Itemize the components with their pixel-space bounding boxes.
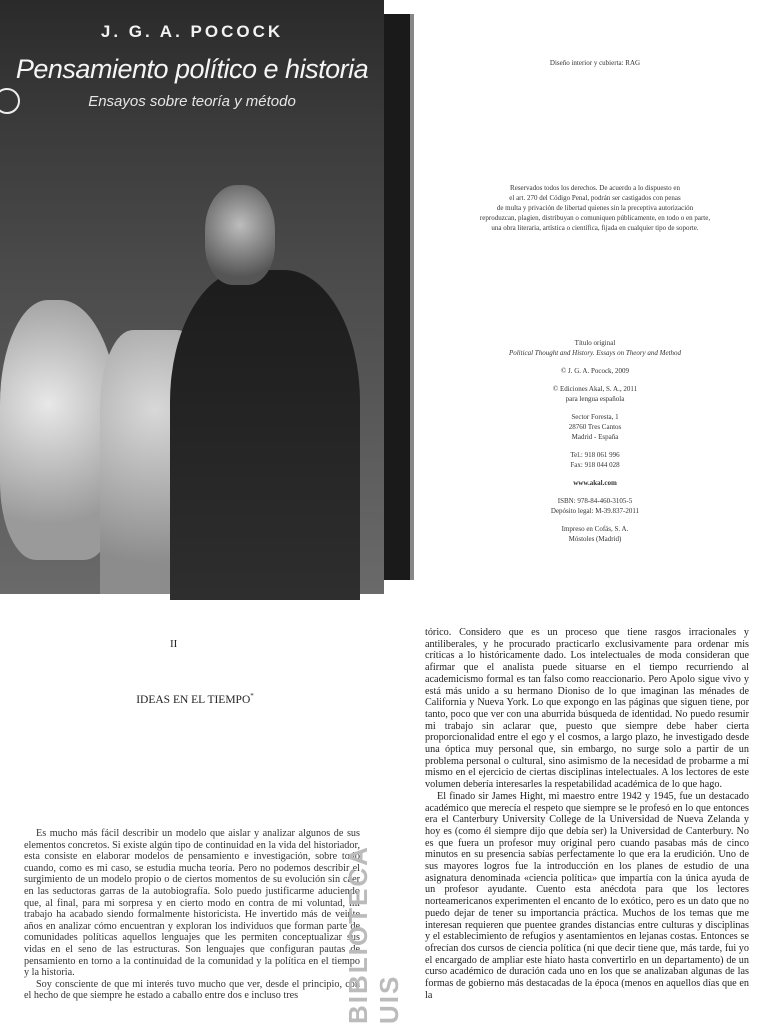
footnote-mark: * — [250, 692, 254, 700]
cover-subtitle: Ensayos sobre teoría y método — [88, 93, 296, 110]
book-cover — [0, 0, 384, 594]
language-note: para lengua española — [565, 395, 625, 403]
original-title: Political Thought and History. Essays on Theory and Method — [508, 349, 682, 357]
cover-painting-head — [205, 185, 275, 285]
paragraph: tórico. Considero que es un proceso que tiene rasgos irracionales y antiliberales, y he procurado practicarlo exclusivamente para ordenar mis críticas a lo históricamente dado. Los intelectuales de moda consideran que afirmar que el analista puede situarse en el tiempo recurriendo al academicismo formal es tan falso como reaccionario. Pero Apolo sigue vivo y está más unido a su hermano Dioniso de lo que imaginan las ménades de California y Nueva York. Lo que expongo en las páginas que siguen tiene, por tanto, poco que ver con una aburrida búsqueda de identidad. No puedo resumir mi trabajo sin aclarar que, puesto que siempre debe haber cierta proporcionalidad entre el ego y el cosmos, a largo plazo, he investigado desde una óptica muy personal que, sin embargo, no surge solo a partir de un problema personal o cultural, sino asimismo de la necesidad de probarme a mí mismo en el ejercicio de ciertas disciplinas intelectuales. A los lectores de este volumen debería interesarles la respetabilidad académica de lo que hago. — [425, 627, 749, 791]
paragraph: Es mucho más fácil describir un modelo que aislar y analizar algunos de sus elementos concretos. Si existe algún tipo de continuidad en la vida del historiador, esta consiste en elaborar modelos de pensamiento e investigación, sobre todo cuando, como es mi caso, se estudia mucha teoría. Pero no podemos describir el surgimiento de un modelo propio o de ciertos momentos de su evolución sin caer en las seductoras garras de la autobiografía. Solo puedo justificarme aduciendo que, al final, para mi sorpresa y en cierto modo en contra de mi voluntad, mi trabajo ha acabado siendo formalmente historicista. He invertido más de veinte años en analizar cómo encuentran y exploran los individuos que forman parte de comunidades políticas aquellos lenguajes que les permiten conceptualizar sus vidas en el seno de las estructuras. Son lenguajes que configuran pautas de pensamiento en torno a la continuidad de la comunidad y la política en el tiempo y la historia. — [24, 828, 360, 979]
design-credit: Diseño interior y cubierta: RAG — [549, 59, 641, 67]
rights-notice: Reservados todos los derechos. De acuerdo a lo dispuesto en el art. 270 del Código Penal, podrán ser castigados con penas de multa y privación de libertad quienes sin la preceptiva autorización reproduzcan, plagien, distribuyan o comuniquen públicamente, en todo o en parte, una obra literaria, artística o científica, fijada en cualquier tipo de soporte. — [479, 184, 711, 232]
cover-title: Pensamiento político e historia — [15, 54, 369, 84]
original-title-label: Título original — [574, 339, 616, 347]
cover-painting-figure — [170, 270, 360, 600]
original-title-block: Título original Political Thought and History. Essays on Theory and Method © J. G. A. Pocock, 2009 © Ediciones Akal, S. A., 2011 para lengua española Sector Foresta, 1 28760 Tres Cantos Madrid - España Tel.: 918 061 996 Fax: 918 044 028 www.akal.com ISBN: 978-84-460-3105-5 Depósito legal: M-39.837-2011 Impreso en Cofás, S. A. Móstoles (Madrid) — [430, 338, 760, 544]
fax-number: Fax: 918 044 028 — [570, 461, 620, 469]
isbn: ISBN: 978-84-460-3105-5 — [557, 497, 633, 505]
cover-author: J. G. A. POCOCK — [100, 22, 284, 41]
paragraph: Soy consciente de que mi interés tuvo mucho que ver, desde el principio, con el hecho de que siempre he estado a caballo entre dos e incluso tres — [24, 978, 360, 1002]
publisher-copyright: © Ediciones Akal, S. A., 2011 — [552, 385, 638, 393]
book-spine-edge — [384, 14, 414, 580]
publisher-website: www.akal.com — [573, 479, 617, 487]
paragraph: El finado sir James Hight, mi maestro entre 1942 y 1945, fue un destacado académico que merecía el respeto que siempre se le profesó en lo que entonces era el Canterbury University College de la Universidad de Nueva Zelanda y hoy es (como él siempre dijo que debía ser) la Universidad de Canterbury. No es que fuera un profesor muy original pero cuando pasabas más de cinco minutos en su presencia sabías perfectamente lo que era la erudición. Uno de sus mayores logros fue la introducción en los planes de estudio de una asignatura denominada «ciencia política» que impartía con la única ayuda de un profesor ayudante. Cuento esta anécdota para que los lectores norteamericanos experimenten el encanto de lo exótico, pero es un dato que no puedo dejar de tener su importancia práctica. Muchos de los temas que me interesan requieren que puentee grandes distancias entre culturas y disciplinas y el establecimiento de refugios y asentamientos en lejanas costas. Entonces se ofrecían dos cursos de ciencia política (ni que decir tiene que, más tarde, fui yo el encargado de ampliar este hiato hasta convertirlo en un departamento) de un curso académico de duración cada uno en los que se analizaban algunas de las formas de gobierno más destacadas de la época (menos en aquellos días que en la — [425, 790, 749, 1001]
chapter-body-left — [24, 828, 360, 1002]
chapter-body-right — [425, 627, 749, 1024]
library-stamp: BIBLIOTECA UIS — [343, 846, 404, 1024]
author-copyright: © J. G. A. Pocock, 2009 — [560, 367, 630, 375]
chapter-title: IDEAS EN EL TIEMPO* — [136, 692, 254, 706]
phone-number: Tel.: 918 061 996 — [570, 451, 620, 459]
legal-deposit: Depósito legal: M-39.837-2011 — [550, 507, 640, 515]
chapter-number: II — [170, 638, 178, 650]
